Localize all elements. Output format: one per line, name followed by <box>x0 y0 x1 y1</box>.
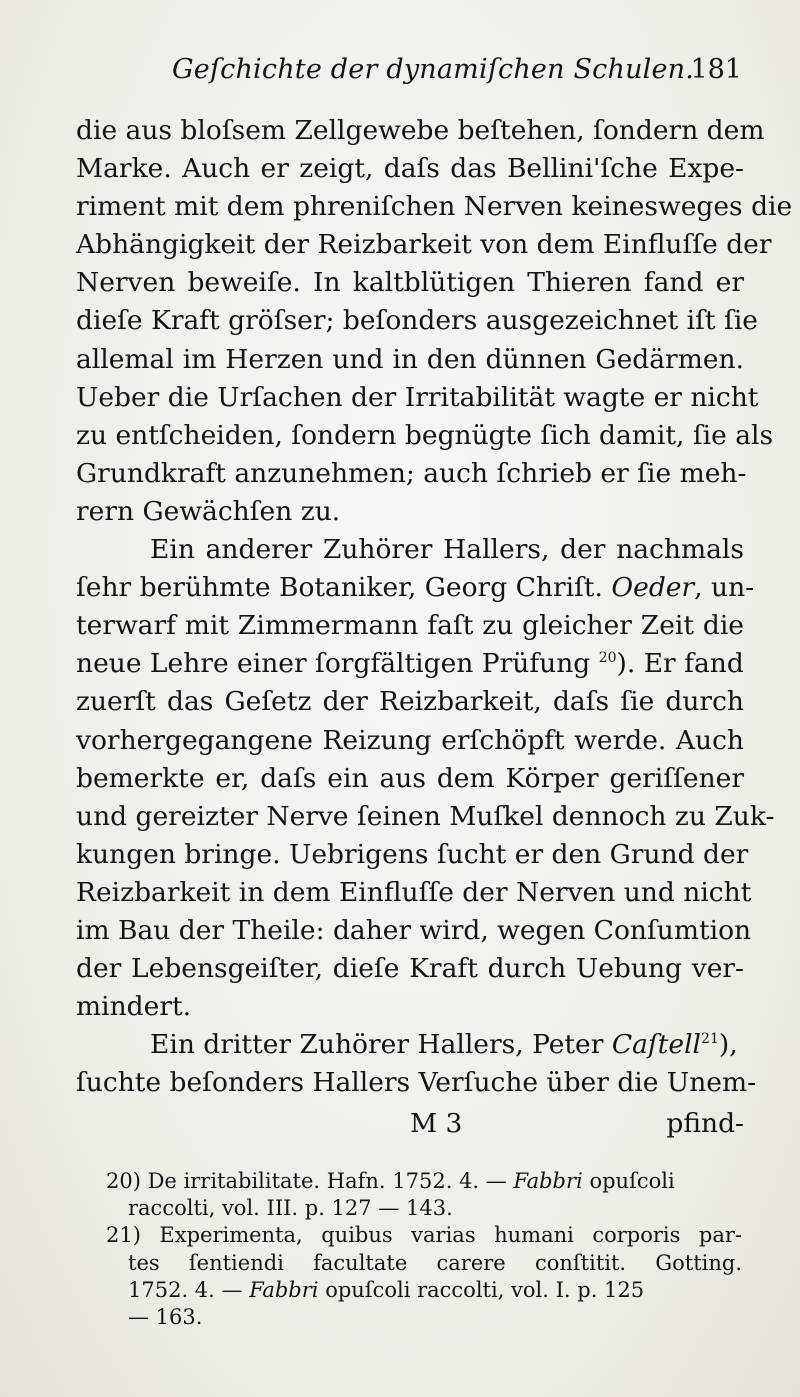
text-line: mindert. <box>76 991 192 1023</box>
body-text <box>76 112 793 1102</box>
signature-mark: M 3 <box>410 1108 463 1139</box>
text-line: terwarf mit Zimmermann faſt zu gleicher Zeit die <box>76 610 744 642</box>
catchword: pfind- <box>666 1108 744 1139</box>
text-segment: opuſcoli raccolti, vol. I. p. 125 <box>325 1277 645 1302</box>
paragraph-start-line: Ein anderer Zuhörer Hallers, der nachmals <box>150 534 744 566</box>
text-line: dieſe Kraft gröſser; beſonders ausgezeichnet iſt ſie <box>76 305 758 337</box>
text-line: kungen bringe. Uebrigens ſucht er den Grund der <box>76 838 749 870</box>
page-number: 181 <box>690 54 742 85</box>
text-segment: opuſcoli <box>589 1169 675 1193</box>
signature-line <box>76 1108 744 1146</box>
footnote-line <box>106 1277 742 1304</box>
footnote-line <box>106 1168 742 1195</box>
text-line: bemerkte er, daſs ein aus dem Körper geriſſener <box>76 762 744 794</box>
text-line: Grundkraft anzunehmen; auch ſchrieb er ſie meh- <box>76 457 747 489</box>
text-line: die aus bloſsem Zellgewebe beſtehen, ſondern dem <box>76 115 765 146</box>
text-line: ſuchte beſonders Hallers Verſuche über die Unem- <box>76 1067 757 1099</box>
text-line: der Lebensgeiſter, dieſe Kraft durch Uebung ver- <box>76 953 744 985</box>
text-line: Marke. Auch er zeigt, daſs das Bellini'ſche Expe- <box>76 153 744 185</box>
text-segment: 20) De irritabilitate. Hafn. 1752. 4. — <box>106 1169 507 1193</box>
text-segment: neue Lehre einer ſorgfältigen Prüfung <box>76 648 591 680</box>
text-segment: 1752. 4. — <box>128 1277 243 1302</box>
footnote-line: raccolti, vol. III. p. 127 — 143. <box>128 1196 453 1221</box>
text-segment: ſehr berühmte Botaniker, Georg Chriſt. <box>76 572 603 604</box>
text-line: Abhängigkeit der Reizbarkeit von dem Einfluſſe der <box>76 229 772 261</box>
running-title: Geſchichte der dynamiſchen Schulen. <box>172 54 695 85</box>
text-segment: , un- <box>694 572 755 604</box>
text-line: riment mit dem phreniſchen Nerven keinesweges die <box>76 191 793 223</box>
text-line <box>76 569 755 607</box>
text-segment: Ein dritter Zuhörer Hallers, Peter <box>150 1029 604 1061</box>
text-line: allemal im Herzen und in den dünnen Gedärmen. <box>76 343 744 375</box>
footnote-line: — 163. <box>128 1304 203 1329</box>
person-name-italic: Caſtell <box>611 1029 702 1061</box>
text-line: und gereizter Nerve ſeinen Muſkel dennoch zu Zuk- <box>76 800 775 832</box>
text-line <box>76 645 744 683</box>
text-line: Ueber die Urſachen der Irritabilität wagte er nicht <box>76 381 759 413</box>
footnote-line: tes ſentiendi facultate carere conſtitit. Gotting. <box>128 1250 742 1275</box>
text-line: vorhergegangene Reizung erſchöpft werde. Auch <box>76 724 744 756</box>
text-line: Reizbarkeit in dem Einfluſſe der Nerven und nicht <box>76 876 752 908</box>
text-line: rern Gewächſen zu. <box>76 495 341 527</box>
text-line: im Bau der Theile: daher wird, wegen Conſumtion <box>76 914 752 946</box>
footnote-ref: 20 <box>598 650 617 667</box>
text-segment: ), <box>718 1029 738 1061</box>
text-line: zuerſt das Geſetz der Reizbarkeit, daſs ſie durch <box>76 686 744 718</box>
footnotes <box>106 1168 742 1331</box>
person-name-italic: Oeder <box>611 572 695 604</box>
text-line: Nerven beweiſe. In kaltblütigen Thieren fand er <box>76 267 744 299</box>
footnote-line: 21) Experimenta, quibus varias humani corporis par- <box>106 1223 742 1248</box>
author-name-italic: Fabbri <box>249 1277 319 1302</box>
text-segment: ). Er fand <box>616 648 744 680</box>
paragraph-start-line <box>76 1026 744 1064</box>
running-header <box>172 54 752 94</box>
text-line: zu entſcheiden, ſondern begnügte ſich damit, ſie als <box>76 419 774 451</box>
author-name-italic: Fabbri <box>513 1169 583 1193</box>
footnote-ref: 21 <box>701 1031 719 1048</box>
